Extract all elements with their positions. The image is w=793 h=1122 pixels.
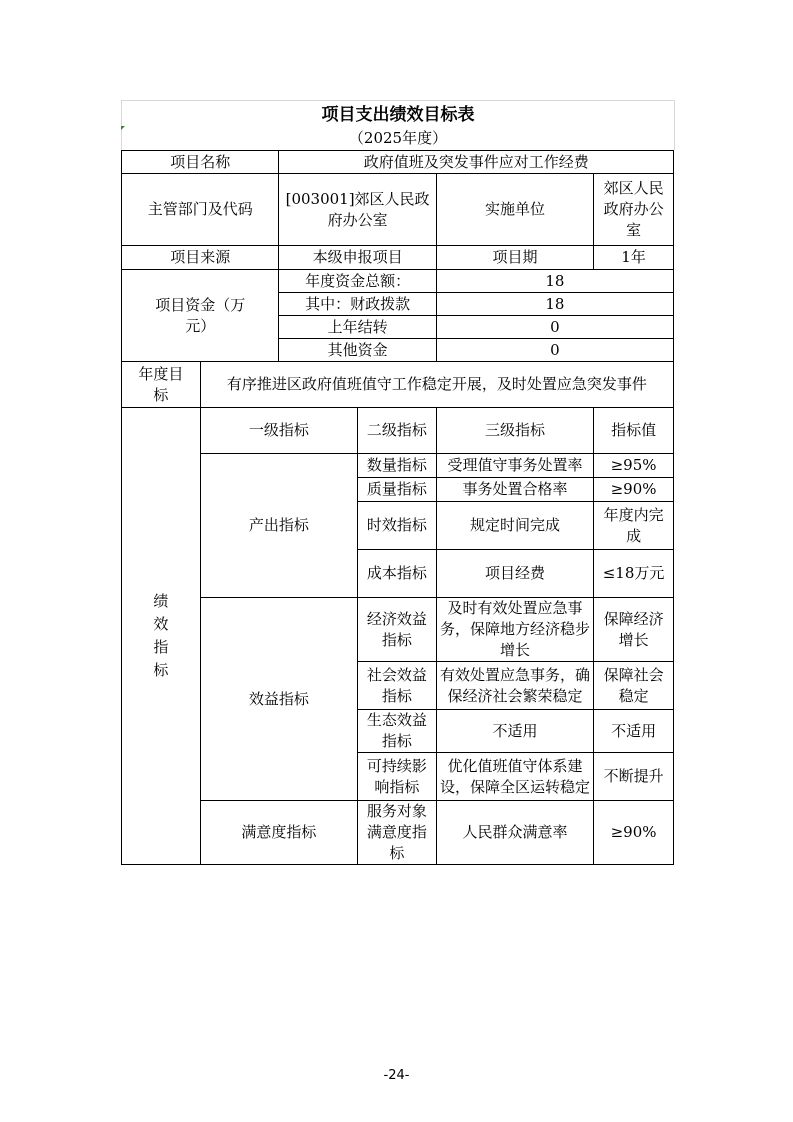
period-value: 1年 <box>594 246 674 270</box>
indicator-l2: 时效指标 <box>358 502 437 550</box>
project-name-label: 项目名称 <box>122 151 279 174</box>
funds-row-label: 上年结转 <box>279 316 436 339</box>
department-value: [003001]郊区人民政府办公室 <box>279 174 436 246</box>
indicator-value: 年度内完成 <box>594 502 674 550</box>
benefit-label: 效益指标 <box>200 598 357 801</box>
output-label: 产出指标 <box>200 454 357 598</box>
funds-row-value: 0 <box>436 316 673 339</box>
indicator-l3: 有效处置应急事务，确保经济社会繁荣稳定 <box>436 662 593 710</box>
indicator-l2: 成本指标 <box>358 550 437 598</box>
indicator-l2: 质量指标 <box>358 478 437 502</box>
page-number: -24- <box>383 1068 410 1083</box>
indicator-value: 保障社会稳定 <box>594 662 674 710</box>
indicator-value: 不断提升 <box>594 753 674 801</box>
funds-row-label: 其他资金 <box>279 339 436 362</box>
indicator-l2: 社会效益指标 <box>358 662 437 710</box>
indicator-l3: 规定时间完成 <box>436 502 593 550</box>
indicator-l2: 服务对象满意度指标 <box>358 801 437 865</box>
annual-goal-label: 年度目标 <box>122 362 201 408</box>
indicator-l3: 受理值守事务处置率 <box>436 454 593 478</box>
funds-row-value: 18 <box>436 293 673 316</box>
header-level3: 三级指标 <box>436 408 593 454</box>
cell-mark-icon <box>121 126 125 130</box>
funds-row-label: 年度资金总额： <box>279 270 436 293</box>
funds-row-value: 18 <box>436 270 673 293</box>
department-label: 主管部门及代码 <box>122 174 279 246</box>
funds-label: 项目资金（万元） <box>122 270 279 362</box>
perf-label: 绩效指标 <box>122 408 201 865</box>
indicator-value: ≥90% <box>594 801 674 865</box>
indicator-l3: 人民群众满意率 <box>436 801 593 865</box>
indicator-l2: 经济效益指标 <box>358 598 437 662</box>
indicator-l3: 项目经费 <box>436 550 593 598</box>
indicator-l2: 可持续影响指标 <box>358 753 437 801</box>
satisfaction-label: 满意度指标 <box>200 801 357 865</box>
indicator-l2: 生态效益指标 <box>358 710 437 753</box>
indicator-l3: 优化值班值守体系建设，保障全区运转稳定 <box>436 753 593 801</box>
table-title: 项目支出绩效目标表 <box>121 100 675 127</box>
header-value: 指标值 <box>594 408 674 454</box>
indicator-value: ≤18万元 <box>594 550 674 598</box>
indicator-value: ≥95% <box>594 454 674 478</box>
indicator-value: 保障经济增长 <box>594 598 674 662</box>
header-level1: 一级指标 <box>200 408 357 454</box>
indicator-value: 不适用 <box>594 710 674 753</box>
impl-unit-value: 郊区人民政府办公室 <box>594 174 674 246</box>
indicator-l3: 及时有效处置应急事务，保障地方经济稳步增长 <box>436 598 593 662</box>
source-value: 本级申报项目 <box>279 246 436 270</box>
indicator-l3: 事务处置合格率 <box>436 478 593 502</box>
source-label: 项目来源 <box>122 246 279 270</box>
indicator-value: ≥90% <box>594 478 674 502</box>
target-table <box>121 150 674 865</box>
indicator-l3: 不适用 <box>436 710 593 753</box>
project-name-value: 政府值班及突发事件应对工作经费 <box>279 151 674 174</box>
table-year: （2025年度） <box>121 126 675 150</box>
period-label: 项目期 <box>436 246 593 270</box>
impl-unit-label: 实施单位 <box>436 174 593 246</box>
funds-row-value: 0 <box>436 339 673 362</box>
annual-goal-value: 有序推进区政府值班值守工作稳定开展，及时处置应急突发事件 <box>200 362 673 408</box>
header-level2: 二级指标 <box>358 408 437 454</box>
indicator-l2: 数量指标 <box>358 454 437 478</box>
funds-row-label: 其中：财政拨款 <box>279 293 436 316</box>
